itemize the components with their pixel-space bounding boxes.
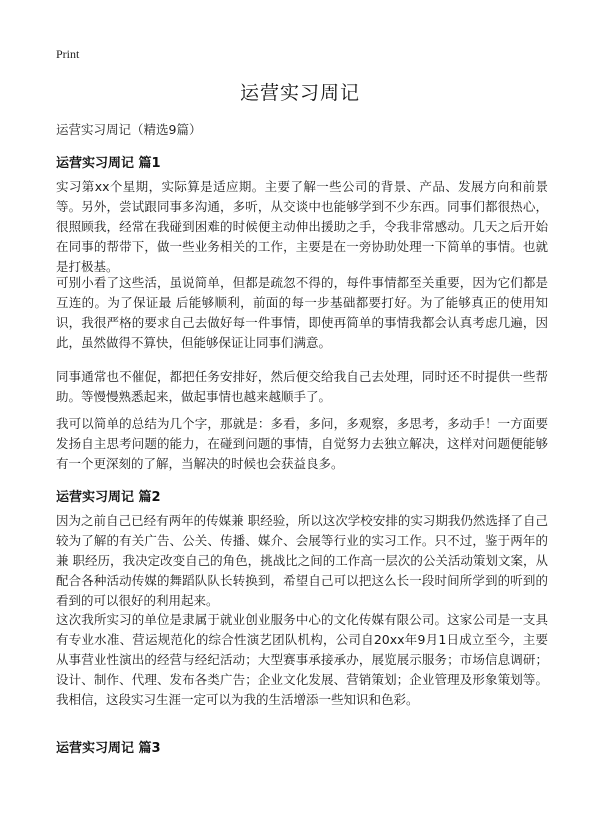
section-1-paragraph-4: 我可以简单的总结为几个字，那就是：多看，多问，多观察，多思考，多动手！一方面要发扬自主思考问题的能力，在碰到问题的事情，自觉努力去独立解决，这样对问题便能够有一个更深刻的了解，当解决的时候也会获益良多。 (56, 416, 548, 471)
section-2-paragraph-1: 因为之前自己已经有两年的传媒兼 职经验，所以这次学校安排的实习期我仍然选择了自己较为了解的有关广告、公关、传播、媒介、会展等行业的实习工作。只不过，鉴于两年的兼 职经历，我决定改变自己的角色，挑战比之间的工作高一层次的公关活动策划文案，从配合各种活动传媒的舞蹈队队长转换到，希望自己可以把这么长一段时间所学到的听到的看到的可以很好的利用起来。 (56, 513, 548, 608)
document-subtitle: 运营实习周记（精选9篇） (56, 122, 202, 137)
section-heading-1: 运营实习周记 篇1 (56, 156, 161, 171)
section-1-paragraph-3: 同事通常也不催促，都把任务安排好，然后便交给我自己去处理，同时还不时提供一些帮助。等慢慢熟悉起来，做起事情也越来越顺手了。 (56, 369, 548, 404)
section-heading-2: 运营实习周记 篇2 (56, 490, 161, 505)
document-title: 运营实习周记 (239, 82, 360, 104)
section-2-paragraph-2: 这次我所实习的单位是隶属于就业创业服务中心的文化传媒有限公司。这家公司是一支具有专业水准、营运规范化的综合性演艺团队机构，公司自20xx年9月1日成立至今，主要从事营业性演出的经营与经纪活动；大型赛事承接承办，展览展示服务；市场信息调研；设计、制作、代理、发布各类广告；企业文化发展、营销策划；企业管理及形象策划等。我相信，这段实习生涯一定可以为我的生活增添一些知识和色彩。 (56, 612, 548, 707)
section-1-paragraph-2: 可别小看了这些活，虽说简单，但都是疏忽不得的，每件事情都至关重要，因为它们都是互连的。为了保证最 后能够顺利，前面的每一步基础都要打好。为了能够真正的使用知识，我很严格的要求自己去做好每一件事情，即使再简单的事情我都会认真考虑几遍，因此，虽然做得不算快，但能够保证让同事们满意。 (56, 275, 548, 350)
section-1-paragraph-1: 实习第xx个星期，实际算是适应期。主要了解一些公司的背景、产品、发展方向和前景等。另外，尝试跟同事多沟通，多听，从交谈中也能够学到不少东西。同事们都很热心，很照顾我，经常在我碰到困难的时候便主动伸出援助之手，令我非常感动。几天之后开始在同事的帮带下，做一些业务相关的工作，主要是在一旁协助处理一下简单的事情。也就是打极基。 (56, 179, 548, 274)
section-heading-3: 运营实习周记 篇3 (56, 741, 161, 756)
print-link[interactable]: Print (56, 47, 80, 61)
